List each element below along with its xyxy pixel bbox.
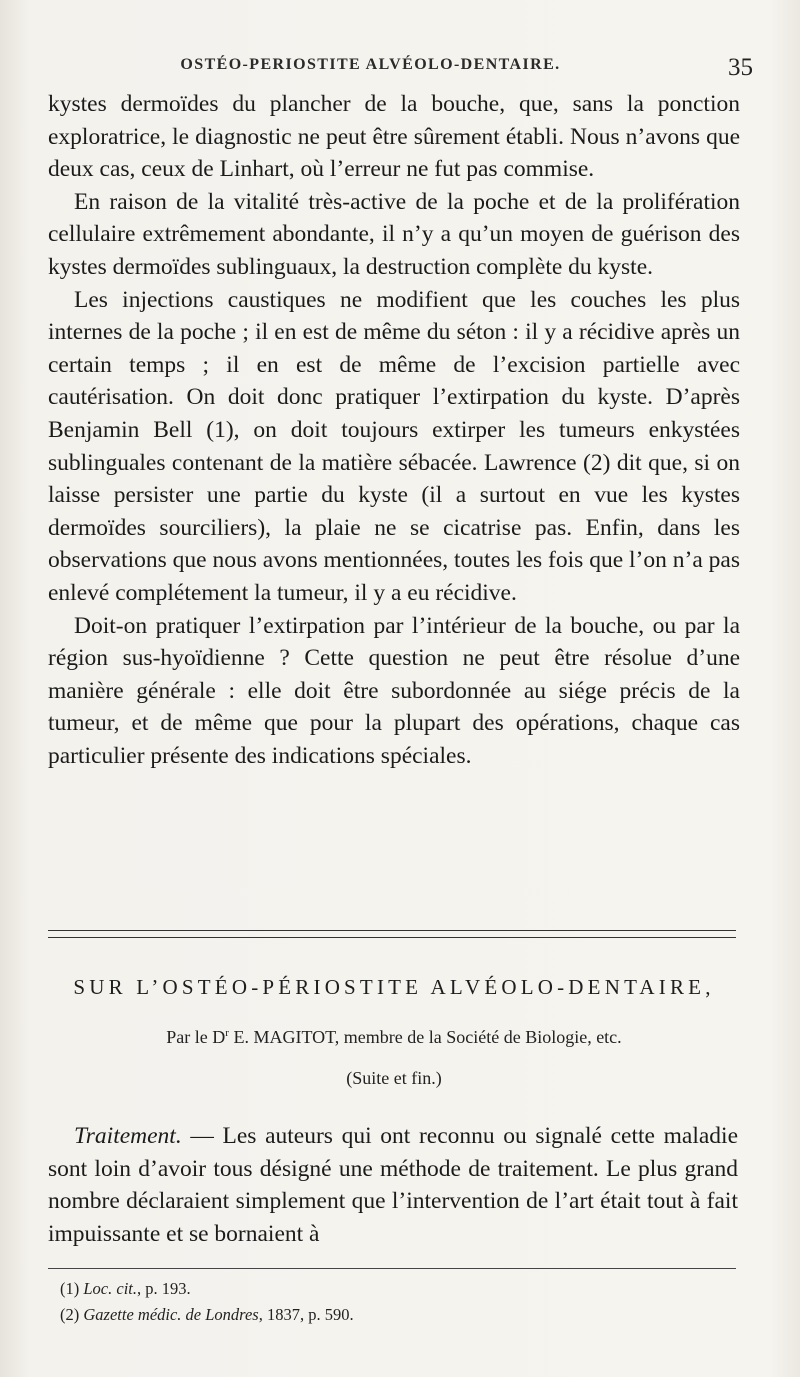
byline-superscript: r xyxy=(225,1027,229,1039)
paragraph-4: Doit-on pratiquer l’extirpation par l’intérieur de la bouche, ou par la région sus-hyoïdienne ? Cette question ne peut être résolue d’une manière générale : elle doit être subordonnée au siége précis de la tumeur, et de même que pour la plupart des opérations, chaque cas particulier présente des indications spéciales. xyxy=(48,612,740,769)
footnote-1 xyxy=(60,1276,740,1302)
footnote-marker: (1) xyxy=(60,1279,84,1298)
footnote-marker: (2) xyxy=(60,1305,84,1324)
article-body xyxy=(48,1120,738,1250)
treatment-heading: Traitement. xyxy=(74,1123,182,1149)
paragraph-2: En raison de la vitalité très-active de la poche et de la prolifération cellulaire extrêmement abondante, il n’y a qu’un moyen de guérison des kystes dermoïdes sublinguaux, la destruction complète du kyste. xyxy=(48,188,740,280)
footnote-divider xyxy=(48,1268,736,1269)
paragraph-3: Les injections caustiques ne modifient que les couches les plus internes de la poche ; il en est de même du séton : il y a récidive après un certain temps ; il en est de même de l’excision partielle avec cautérisation. On doit donc pratiquer l’extirpation du kyste. D’après Benjamin Bell (1), on doit toujours extirper les tumeurs enkystées sublinguales contenant de la matière sébacée. Lawrence (2) dit que, si on laisse persister une partie du kyste (il a surtout en vue les kystes dermoïdes sourciliers), la plaie ne se cicatrise pas. Enfin, dans les observations que nous avons mentionnées, toutes les fois que l’on n’a pas enlevé complétement la tumeur, il y a eu récidive. xyxy=(48,286,740,606)
byline-author: E. MAGITOT, membre de la Société de Biologie, etc. xyxy=(228,1027,622,1047)
running-head xyxy=(48,56,753,84)
byline-prefix: Par le D xyxy=(166,1027,226,1047)
footnote-source: Gazette médic. de Londres xyxy=(83,1305,259,1324)
footnote-detail: , 1837, p. 590. xyxy=(258,1305,354,1324)
footnote-detail: , p. 193. xyxy=(137,1279,191,1298)
footnote-2 xyxy=(60,1302,740,1328)
footnote-source: Loc. cit. xyxy=(83,1279,137,1298)
article-title: SUR L’OSTÉO-PÉRIOSTITE ALVÉOLO-DENTAIRE, xyxy=(73,975,715,999)
article-subtitle: (Suite et fin.) xyxy=(346,1068,442,1088)
section-divider xyxy=(48,930,736,938)
running-title: OSTÉO-PERIOSTITE ALVÉOLO-DENTAIRE. xyxy=(180,56,561,73)
article-byline xyxy=(48,1027,740,1048)
paragraph-1: kystes dermoïdes du plancher de la bouche, que, sans la ponction exploratrice, le diagnostic ne peut être sûrement établi. Nous n’avons que deux cas, ceux de Linhart, où l’erreur ne fut pas commise. xyxy=(48,91,740,183)
treatment-paragraph xyxy=(48,1120,738,1250)
body-text xyxy=(48,88,740,772)
footnotes xyxy=(60,1276,740,1328)
treatment-text: — Les auteurs qui ont reconnu ou signalé cette maladie sont loin d’avoir tous désigné une méthode de traitement. Le plus grand nombre déclaraient simplement que l’intervention de l’art était tout à fait impuissante et se bornaient à xyxy=(48,1123,738,1247)
page-number: 35 xyxy=(728,54,753,81)
